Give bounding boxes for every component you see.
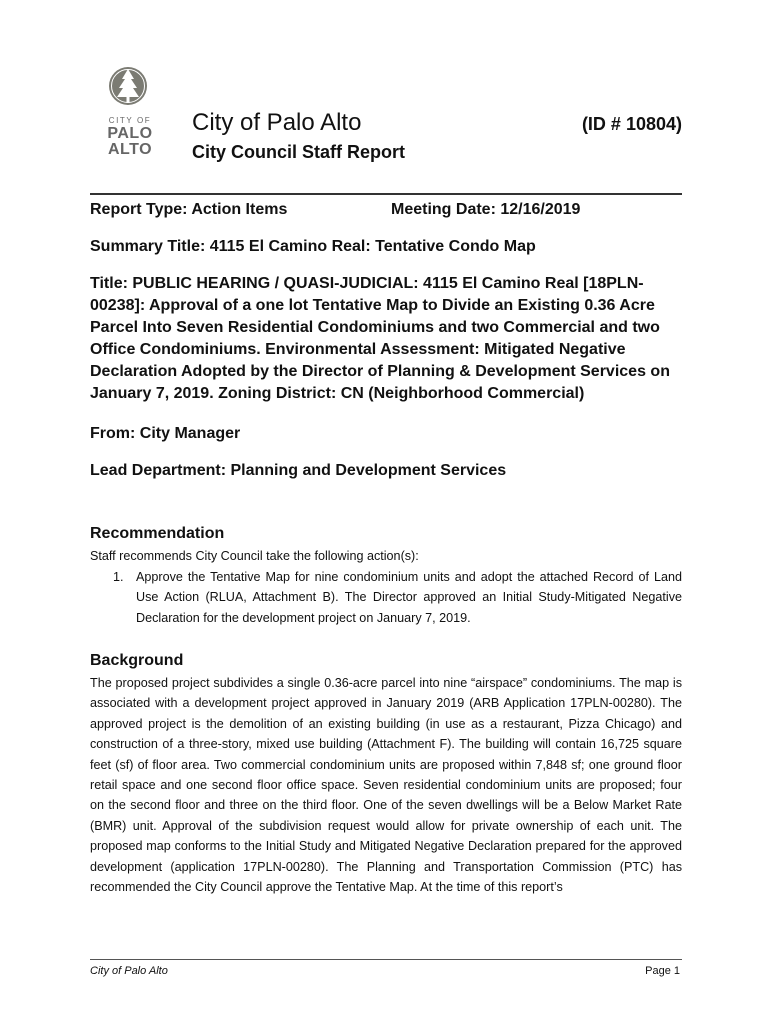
list-item-text: Approve the Tentative Map for nine condominium units and adopt the attached Record of Land Use Action (RLUA, Attachment B). The Director approved an Initial Study-Mitigated Negative Declaration for the development project on January 7, 2019.	[136, 570, 682, 625]
report-subtitle: City Council Staff Report	[192, 142, 406, 162]
report-id: (ID # 10804)	[581, 114, 682, 134]
summary-title: Summary Title: 4115 El Camino Real: Tentative Condo Map	[90, 238, 536, 255]
logo-line-palo: PALO	[107, 125, 153, 142]
page-title: City of Palo Alto	[192, 109, 362, 136]
report-title: Title: PUBLIC HEARING / QUASI-JUDICIAL: 4115 El Camino Real [18PLN-00238]: Approval of a one lot Tentative Map to Divide an Existing 0.36 Acre Parcel Into Seven Residential Condominiums and two Commercial and two Office Condominiums. Environmental Assessment: Mitigated Negative Declaration Adopted by the Director of Planning & Development Services on January 7, 2019. Zoning District: CN (Neighborhood Commercial)	[90, 275, 670, 402]
city-logo	[104, 64, 156, 160]
footer-divider	[90, 959, 682, 960]
logo-wordmark	[104, 116, 156, 158]
recommendation-intro: Staff recommends City Council take the following action(s):	[90, 549, 419, 563]
logo-line-alto: ALTO	[107, 141, 153, 158]
background-text: The proposed project subdivides a single 0.36-acre parcel into nine “airspace” condominiums. The map is associated with a development project approved in January 2019 (ARB Application 17PLN-00280). The approved project is the demolition of an existing building (in use as a restaurant, Pizza Chicago) and construction of a three-story, mixed use building (Attachment F). The building will contain 16,725 square feet (sf) of floor area. Two commercial condominium units are proposed within 7,848 sf; one ground floor retail space and one second floor office space. Seven residential condominium units are proposed; four on the second floor and three on the third floor. One of the seven dwellings will be a Below Market Rate (BMR) unit. Approval of the subdivision request would allow for private ownership of each unit. The proposed map conforms to the Initial Study and Mitigated Negative Declaration prepared for the approved development (application 17PLN-00280). The Planning and Transportation Commission (PTC) has recommended the City Council approve the Tentative Map. At the time of this report’s	[90, 676, 682, 895]
background-heading: Background	[90, 652, 184, 669]
recommendation-list	[113, 567, 682, 628]
header-divider	[90, 193, 682, 195]
page-number: Page 1	[645, 965, 680, 977]
logo-line-city-of: CITY OF	[108, 116, 152, 125]
list-item-number: 1.	[113, 570, 124, 584]
from-line: From: City Manager	[90, 425, 241, 442]
redwood-tree-icon	[108, 64, 148, 112]
lead-department: Lead Department: Planning and Development Services	[90, 462, 507, 479]
recommendation-heading: Recommendation	[90, 525, 225, 542]
meeting-date: Meeting Date: 12/16/2019	[391, 201, 581, 218]
footer-org: City of Palo Alto	[90, 965, 168, 977]
report-type: Report Type: Action Items	[90, 201, 288, 218]
list-item	[113, 567, 682, 628]
